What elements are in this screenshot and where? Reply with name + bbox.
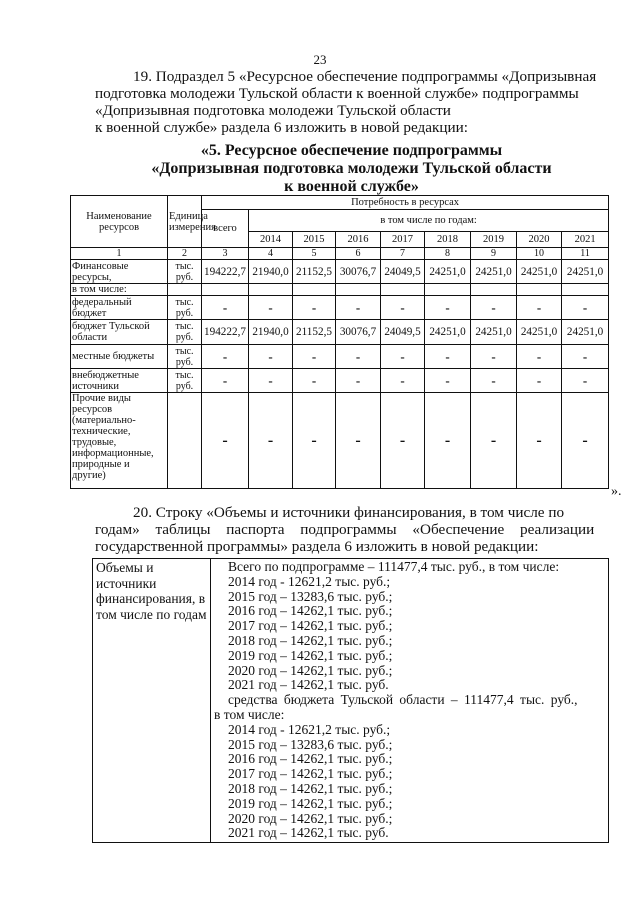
value-cell: 24049,5: [381, 260, 425, 284]
value-cell: -: [249, 369, 293, 393]
section-title-line: «5. Ресурсное обеспечение подпрограммы: [200, 142, 503, 159]
header-year: 2017: [381, 232, 425, 248]
table-row: [71, 320, 609, 345]
header-year: 2020: [517, 232, 562, 248]
value-cell: [562, 284, 609, 296]
value-cell: -: [425, 296, 471, 320]
header-total: всего: [202, 210, 249, 248]
value-cell: -: [562, 393, 609, 489]
value-cell: -: [471, 345, 517, 369]
value-cell: -: [562, 345, 609, 369]
value-cell: -: [517, 345, 562, 369]
table-row: [71, 260, 609, 284]
section-title-line: «Допризывная подготовка молодежи Тульской области: [151, 160, 552, 177]
funding-year: 2020 год – 14262,1 тыс. руб.;: [228, 810, 393, 826]
budget-line: в том числе:: [214, 706, 285, 722]
value-cell: [293, 284, 336, 296]
funding-year: 2020 год – 14262,1 тыс. руб.;: [228, 662, 393, 678]
value-cell: -: [562, 369, 609, 393]
word: молодежи: [268, 102, 334, 119]
value-cell: 30076,7: [336, 320, 381, 345]
resources-table: [70, 195, 609, 489]
funding-year: 2018 год – 14262,1 тыс. руб.;: [228, 780, 393, 796]
funding-total: Всего по подпрограмме – 111477,4 тыс. руб., в том числе:: [228, 559, 560, 574]
resource-unit: тыс. руб.: [168, 296, 202, 320]
value-cell: -: [517, 393, 562, 489]
value-cell: 194222,7: [202, 260, 249, 284]
funding-label: Объемы и источники финансирования, в том числе по годам: [93, 559, 211, 843]
funding-year: 2015 год – 13283,6 тыс. руб.;: [228, 588, 393, 604]
resource-unit: [168, 284, 202, 296]
funding-year: 2017 год – 14262,1 тыс. руб.;: [228, 618, 393, 634]
resource-unit: тыс. руб.: [168, 369, 202, 393]
header-year: 2014: [249, 232, 293, 248]
value-cell: -: [249, 296, 293, 320]
resource-name: в том числе:: [71, 284, 168, 296]
value-cell: 30076,7: [336, 260, 381, 284]
value-cell: [202, 284, 249, 296]
value-cell: -: [471, 296, 517, 320]
header-unit: Единица измерения: [168, 196, 202, 248]
resource-name: местные бюджеты: [71, 345, 168, 369]
value-cell: -: [381, 369, 425, 393]
header-year: 2018: [425, 232, 471, 248]
column-index: 6: [336, 248, 381, 260]
table-row: [71, 369, 609, 393]
closing-quote: ».: [611, 484, 622, 499]
value-cell: 24251,0: [562, 260, 609, 284]
resource-name: Прочие виды ресурсов (материально-технические, трудовые, информационные, природные и другие): [71, 393, 168, 489]
value-cell: -: [293, 393, 336, 489]
value-cell: -: [202, 369, 249, 393]
value-cell: -: [425, 393, 471, 489]
paragraph-19-line: к военной службе» раздела 6 изложить в новой редакции:: [95, 119, 468, 136]
value-cell: 21940,0: [249, 260, 293, 284]
resource-unit: тыс. руб.: [168, 345, 202, 369]
header-year: 2021: [562, 232, 609, 248]
value-cell: -: [381, 345, 425, 369]
funding-year: 2014 год - 12621,2 тыс. руб.;: [228, 721, 391, 737]
header-year: 2016: [336, 232, 381, 248]
value-cell: -: [381, 393, 425, 489]
value-cell: -: [249, 393, 293, 489]
budget-line: средства бюджета Тульской области – 111477,4 тыс. руб.,: [228, 692, 578, 708]
value-cell: -: [471, 369, 517, 393]
value-cell: 194222,7: [202, 320, 249, 345]
value-cell: 24251,0: [471, 320, 517, 345]
value-cell: -: [336, 369, 381, 393]
paragraph-19-line: подготовка молодежи Тульской области к военной службе» подпрограммы: [95, 85, 579, 102]
value-cell: -: [336, 345, 381, 369]
resource-name: федеральный бюджет: [71, 296, 168, 320]
value-cell: -: [517, 296, 562, 320]
value-cell: 24251,0: [562, 320, 609, 345]
value-cell: 21152,5: [293, 320, 336, 345]
value-cell: [471, 284, 517, 296]
funding-details: [211, 559, 609, 843]
resource-unit: тыс. руб.: [168, 260, 202, 284]
funding-year: 2014 год - 12621,2 тыс. руб.;: [228, 573, 391, 589]
column-index: 7: [381, 248, 425, 260]
value-cell: -: [202, 296, 249, 320]
value-cell: -: [381, 296, 425, 320]
funding-year: 2016 год – 14262,1 тыс. руб.;: [228, 603, 393, 619]
resource-unit: [168, 393, 202, 489]
value-cell: -: [293, 345, 336, 369]
funding-year: 2018 год – 14262,1 тыс. руб.;: [228, 632, 393, 648]
resource-name: Финансовые ресурсы,: [71, 260, 168, 284]
resource-unit: тыс. руб.: [168, 320, 202, 345]
funding-year: 2017 год – 14262,1 тыс. руб.;: [228, 766, 393, 782]
value-cell: -: [336, 393, 381, 489]
column-index: 5: [293, 248, 336, 260]
header-need: Потребность в ресурсах: [202, 196, 609, 210]
value-cell: 24251,0: [471, 260, 517, 284]
funding-year: 2021 год – 14262,1 тыс. руб.: [228, 677, 389, 693]
column-index: 4: [249, 248, 293, 260]
resource-name: бюджет Тульской области: [71, 320, 168, 345]
word: подготовка: [193, 102, 265, 119]
value-cell: -: [425, 369, 471, 393]
paragraph-19: [95, 68, 608, 136]
value-cell: [517, 284, 562, 296]
table-row: [71, 345, 609, 369]
value-cell: -: [202, 393, 249, 489]
funding-table: [92, 558, 609, 843]
word: «Допризывная: [95, 102, 190, 119]
value-cell: -: [471, 393, 517, 489]
paragraph-19-line: [95, 102, 608, 119]
value-cell: [249, 284, 293, 296]
funding-year: 2016 год – 14262,1 тыс. руб.;: [228, 751, 393, 767]
paragraph-19-line: 19. Подраздел 5 «Ресурсное обеспечение подпрограммы «Допризывная: [133, 68, 597, 85]
value-cell: 24251,0: [425, 260, 471, 284]
header-by-years: в том числе по годам:: [249, 210, 609, 232]
column-index: 2: [168, 248, 202, 260]
value-cell: 24049,5: [381, 320, 425, 345]
value-cell: [425, 284, 471, 296]
column-index: 10: [517, 248, 562, 260]
paragraph-20-line: годам» таблицы паспорта подпрограммы «Обеспечение реализации: [95, 521, 595, 538]
header-year: 2015: [293, 232, 336, 248]
value-cell: [381, 284, 425, 296]
section-title: [95, 142, 608, 196]
page-number: 23: [313, 52, 327, 67]
value-cell: -: [425, 345, 471, 369]
table-row: [71, 393, 609, 489]
value-cell: 24251,0: [517, 260, 562, 284]
column-index: 1: [71, 248, 168, 260]
funding-year: 2021 год – 14262,1 тыс. руб.: [228, 825, 389, 841]
section-title-line: к военной службе»: [284, 178, 419, 195]
paragraph-20-line: государственной программы» раздела 6 изложить в новой редакции:: [95, 538, 539, 555]
header-year: 2019: [471, 232, 517, 248]
word: области: [400, 102, 451, 119]
column-index: 3: [202, 248, 249, 260]
column-index: 9: [471, 248, 517, 260]
value-cell: -: [517, 369, 562, 393]
paragraph-20-line: 20. Строку «Объемы и источники финансирования, в том числе по: [133, 504, 565, 521]
table-row: [71, 284, 609, 296]
funding-year: 2019 год – 14262,1 тыс. руб.;: [228, 795, 393, 811]
value-cell: 21940,0: [249, 320, 293, 345]
column-index: 11: [562, 248, 609, 260]
paragraph-20: [95, 504, 608, 555]
word: Тульской: [337, 102, 397, 119]
value-cell: 24251,0: [517, 320, 562, 345]
value-cell: -: [293, 296, 336, 320]
value-cell: -: [202, 345, 249, 369]
table-row: [71, 296, 609, 320]
column-index: 8: [425, 248, 471, 260]
resource-name: внебюджетные источники: [71, 369, 168, 393]
header-name: Наименование ресурсов: [71, 196, 168, 248]
value-cell: -: [293, 369, 336, 393]
value-cell: -: [562, 296, 609, 320]
value-cell: 24251,0: [425, 320, 471, 345]
value-cell: [336, 284, 381, 296]
value-cell: -: [249, 345, 293, 369]
funding-year: 2015 год – 13283,6 тыс. руб.;: [228, 736, 393, 752]
funding-year: 2019 год – 14262,1 тыс. руб.;: [228, 647, 393, 663]
value-cell: -: [336, 296, 381, 320]
value-cell: 21152,5: [293, 260, 336, 284]
